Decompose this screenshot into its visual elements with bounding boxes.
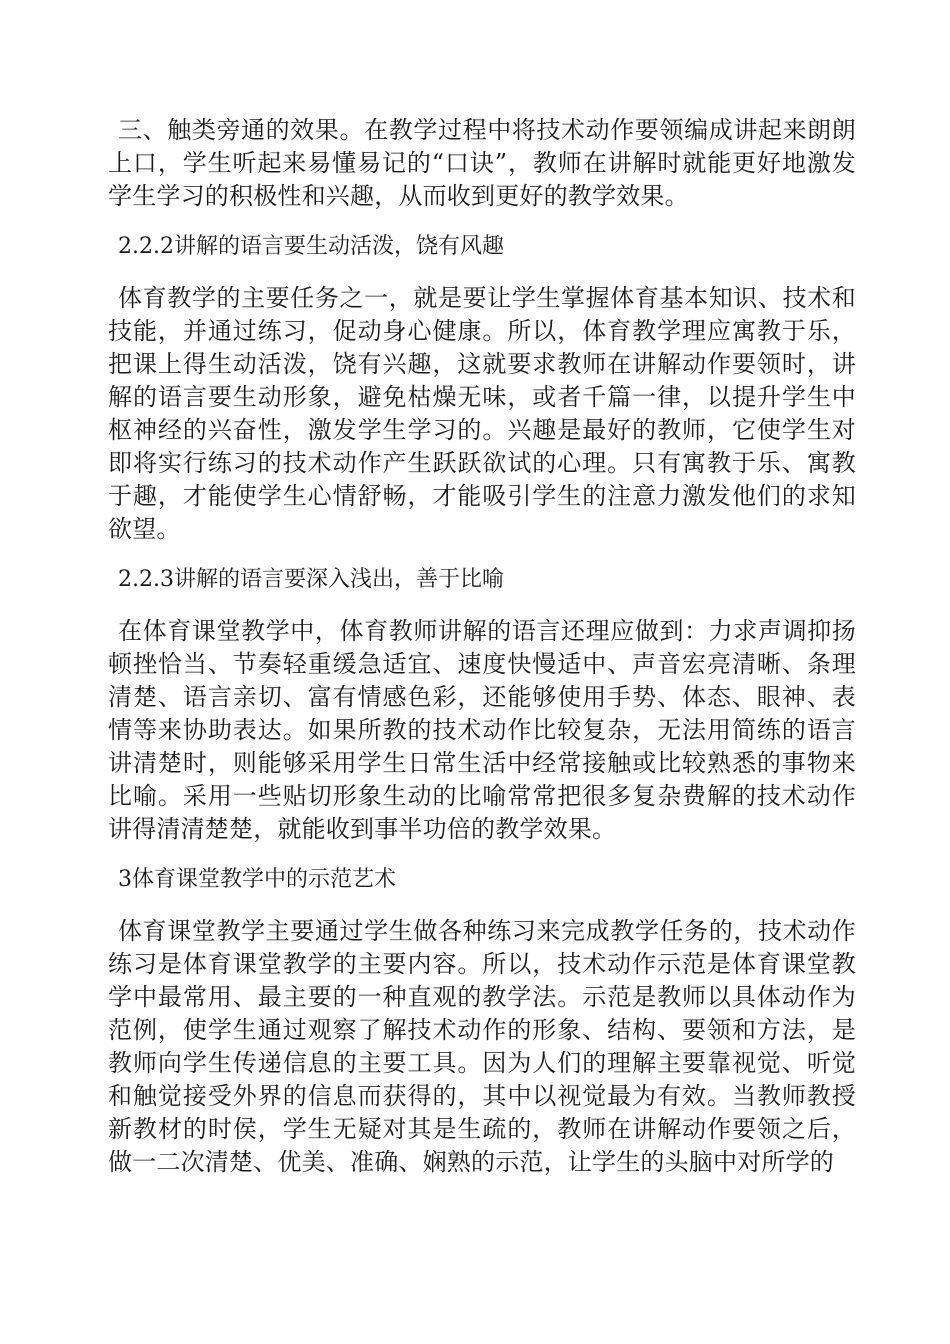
section-heading-2-2-2: 2.2.2讲解的语言要生动活泼，饶有风趣 xyxy=(118,234,504,259)
paragraph-analogy-effect: 三、触类旁通的效果。在教学过程中将技术动作要领编成讲起来朗朗上口，学生听起来易懂易记的“口诀”，教师在讲解时就能更好地激发学生学习的积极性和兴趣，从而收到更好的教学效果。 xyxy=(108,116,856,210)
paragraph-metaphor-language: 在体育课堂教学中，体育教师讲解的语言还理应做到：力求声调抑扬顿挫恰当、节奏轻重缓急适宜、速度快慢适中、声音宏亮清晰、条理清楚、语言亲切、富有情感色彩，还能够使用手势、体态、眼神、表情等来协助表达。如果所教的技术动作比较复杂，无法用简练的语言讲清楚时，则能够采用学生日常生活中经常接触或比较熟悉的事物来比喻。采用一些贴切形象生动的比喻常常把很多复杂费解的技术动作讲得清清楚楚，就能收到事半功倍的教学效果。 xyxy=(108,617,856,843)
paragraph-lively-language: 体育教学的主要任务之一，就是要让学生掌握体育基本知识、技术和技能，并通过练习，促动身心健康。所以，体育教学理应寓教于乐，把课上得生动活泼，饶有兴趣，这就要求教师在讲解动作要领时，讲解的语言要生动形象，避免枯燥无味，或者千篇一律，以提升学生中枢神经的兴奋性，激发学生学习的。兴趣是最好的教师，它使学生对即将实行练习的技术动作产生跃跃欲试的心理。只有寓教于乐、寓教于趣，才能使学生心情舒畅，才能吸引学生的注意力激发他们的求知欲望。 xyxy=(108,284,856,543)
section-heading-2-2-3: 2.2.3讲解的语言要深入浅出，善于比喻 xyxy=(118,567,504,592)
section-heading-3: 3体育课堂教学中的示范艺术 xyxy=(118,867,396,892)
document-body xyxy=(108,114,856,1198)
paragraph-demonstration-art: 体育课堂教学主要通过学生做各种练习来完成教学任务的，技术动作练习是体育课堂教学的主要内容。所以，技术动作示范是体育课堂教学中最常用、最主要的一种直观的教学法。示范是教师以具体动作为范例，使学生通过观察了解技术动作的形象、结构、要领和方法，是教师向学生传递信息的主要工具。因为人们的理解主要靠视觉、听觉和触觉接受外界的信息而获得的，其中以视觉最为有效。当教师教授新教材的时侯，学生无疑对其是生疏的，教师在讲解动作要领之后，做一二次清楚、优美、准确、娴熟的示范，让学生的头脑中对所学的 xyxy=(108,917,856,1176)
